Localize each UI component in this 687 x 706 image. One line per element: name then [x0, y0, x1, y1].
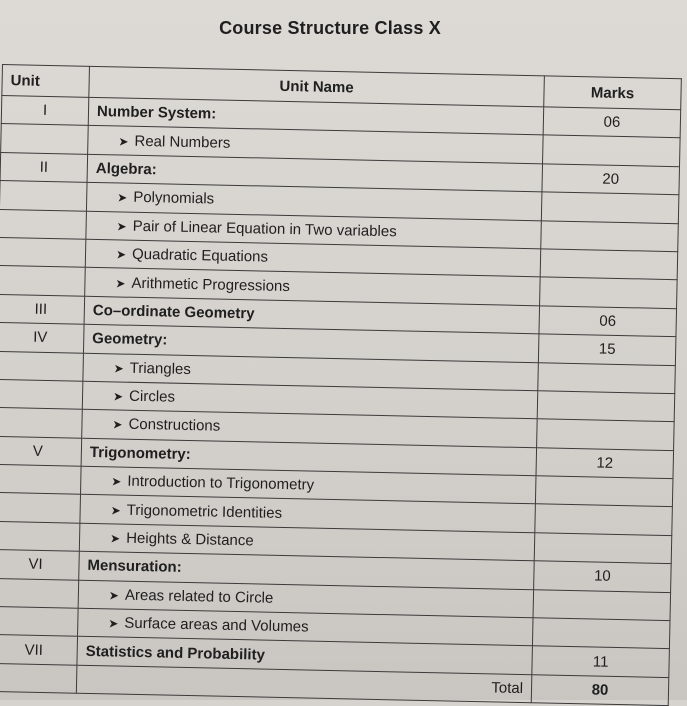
topic-label: Quadratic Equations	[131, 245, 269, 266]
arrowhead-bullet-icon: ➤	[112, 417, 123, 433]
marks-value: 20	[542, 164, 680, 195]
unit-number	[0, 521, 80, 551]
marks-value: 10	[534, 561, 672, 592]
unit-number: II	[0, 152, 88, 182]
header-unit: Unit	[2, 65, 90, 98]
topic-label: Real Numbers	[134, 132, 231, 152]
unit-name: Statistics and Probability	[77, 637, 532, 675]
arrowhead-bullet-icon: ➤	[110, 503, 121, 518]
topic-label: Surface areas and Volumes	[124, 614, 309, 636]
arrowhead-bullet-icon: ➤	[115, 247, 127, 262]
topic-label: Circles	[128, 387, 176, 406]
unit-number	[0, 209, 86, 239]
topic-label: Areas related to Circle	[124, 586, 274, 607]
total-value: 80	[531, 675, 669, 706]
topic-label: Arithmetic Progressions	[131, 274, 291, 295]
unit-name: Number System:	[88, 97, 543, 135]
total-label: Total	[76, 665, 531, 703]
unit-number: VII	[0, 635, 78, 665]
marks-value	[537, 391, 675, 422]
unit-name: Co–ordinate Geometry	[84, 296, 539, 334]
topic-label: Introduction to Trigonometry	[127, 472, 315, 494]
unit-number	[0, 379, 83, 409]
topic-label: Polynomials	[133, 189, 215, 208]
unit-number: IV	[0, 323, 84, 353]
arrowhead-bullet-icon: ➤	[111, 474, 122, 489]
unit-number: VI	[0, 550, 79, 580]
marks-value	[537, 419, 675, 450]
arrowhead-bullet-icon: ➤	[118, 134, 129, 149]
marks-value	[540, 249, 678, 280]
page-title: Course Structure Class X	[219, 18, 441, 38]
marks-value	[534, 533, 672, 564]
marks-value	[540, 277, 678, 308]
unit-number: I	[1, 96, 89, 126]
unit-number	[0, 181, 87, 211]
unit-name: Mensuration:	[79, 551, 534, 589]
unit-number	[0, 493, 80, 523]
arrowhead-bullet-icon: ➤	[108, 588, 120, 603]
unit-number: V	[0, 436, 82, 466]
marks-value	[535, 476, 673, 507]
arrowhead-bullet-icon: ➤	[108, 616, 119, 631]
unit-number	[0, 237, 86, 267]
arrowhead-bullet-icon: ➤	[113, 361, 124, 376]
unit-name: Geometry:	[83, 324, 538, 362]
marks-value	[541, 220, 679, 251]
unit-number: III	[0, 294, 85, 324]
marks-value: 12	[536, 447, 674, 478]
marks-value: 11	[532, 646, 670, 677]
unit-number	[0, 408, 82, 438]
marks-value	[543, 135, 681, 166]
arrowhead-bullet-icon: ➤	[109, 531, 121, 546]
topic-label: Trigonometric Identities	[126, 501, 283, 522]
unit-number	[0, 266, 85, 296]
marks-value	[538, 362, 676, 393]
unit-number	[0, 351, 83, 381]
marks-value: 15	[538, 334, 676, 365]
arrowhead-bullet-icon: ➤	[116, 219, 127, 234]
total-unit-cell	[0, 663, 77, 693]
unit-name: Algebra:	[87, 154, 542, 192]
marks-value	[535, 504, 673, 535]
arrowhead-bullet-icon: ➤	[115, 275, 126, 291]
unit-name: Trigonometry:	[81, 438, 536, 476]
marks-value	[533, 589, 671, 620]
marks-value: 06	[539, 306, 677, 337]
unit-number	[0, 606, 78, 636]
topic-label: Triangles	[129, 359, 192, 378]
course-structure-table	[0, 64, 682, 706]
arrowhead-bullet-icon: ➤	[117, 190, 128, 206]
arrowhead-bullet-icon: ➤	[112, 389, 124, 404]
table-body	[0, 96, 681, 678]
topic-label: Pair of Linear Equation in Two variables	[132, 217, 397, 241]
unit-number	[0, 578, 79, 608]
unit-number	[0, 465, 81, 495]
marks-value	[532, 618, 670, 649]
topic-label: Heights & Distance	[125, 529, 254, 550]
header-unit-name: Unit Name	[89, 66, 545, 107]
marks-value	[541, 192, 679, 223]
marks-value: 06	[543, 107, 681, 138]
header-marks: Marks	[544, 76, 682, 110]
unit-number	[1, 124, 89, 154]
topic-label: Constructions	[128, 416, 221, 436]
